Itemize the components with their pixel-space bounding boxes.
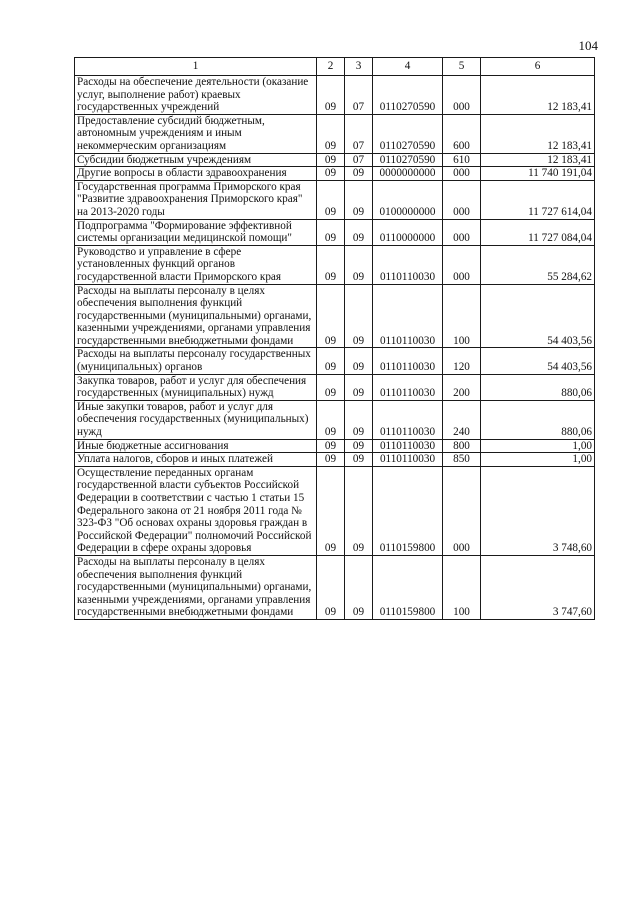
table-row xyxy=(75,180,595,219)
column-header: 6 xyxy=(481,58,595,76)
expense-name-cell: Иные бюджетные ассигнования xyxy=(75,439,317,453)
table-row xyxy=(75,153,595,167)
section-code-cell: 09 xyxy=(317,245,345,284)
expense-type-cell: 000 xyxy=(443,219,481,245)
amount-cell: 3 747,60 xyxy=(481,555,595,619)
table-row xyxy=(75,245,595,284)
expense-type-cell: 850 xyxy=(443,453,481,467)
target-article-cell: 0110159800 xyxy=(373,555,443,619)
amount-cell: 880,06 xyxy=(481,374,595,400)
section-code-cell: 09 xyxy=(317,348,345,374)
subsection-code-cell: 09 xyxy=(345,439,373,453)
subsection-code-cell: 09 xyxy=(345,167,373,181)
expense-type-cell: 610 xyxy=(443,153,481,167)
amount-cell: 1,00 xyxy=(481,453,595,467)
expense-type-cell: 000 xyxy=(443,466,481,555)
table-row xyxy=(75,76,595,115)
subsection-code-cell: 09 xyxy=(345,374,373,400)
subsection-code-cell: 09 xyxy=(345,555,373,619)
section-code-cell: 09 xyxy=(317,167,345,181)
page-number: 104 xyxy=(578,38,598,53)
subsection-code-cell: 07 xyxy=(345,76,373,115)
table-row xyxy=(75,453,595,467)
expense-name-cell: Расходы на выплаты персоналу государственных (муниципальных) органов xyxy=(75,348,317,374)
target-article-cell: 0110000000 xyxy=(373,219,443,245)
expense-type-cell: 000 xyxy=(443,180,481,219)
table-row xyxy=(75,555,595,619)
table-row xyxy=(75,466,595,555)
target-article-cell: 0110110030 xyxy=(373,400,443,439)
section-code-cell: 09 xyxy=(317,400,345,439)
target-article-cell: 0110110030 xyxy=(373,284,443,348)
subsection-code-cell: 09 xyxy=(345,348,373,374)
expense-name-cell: Предоставление субсидий бюджетным, автономным учреждениям и иным некоммерческим организациям xyxy=(75,114,317,153)
expense-name-cell: Субсидии бюджетным учреждениям xyxy=(75,153,317,167)
target-article-cell: 0000000000 xyxy=(373,167,443,181)
expense-type-cell: 000 xyxy=(443,76,481,115)
expense-name-cell: Расходы на выплаты персоналу в целях обеспечения выполнения функций государственными (муниципальными) органами, казенными учреждениями, органами управления государственными внебюджетными фондами xyxy=(75,284,317,348)
target-article-cell: 0110110030 xyxy=(373,348,443,374)
table-row xyxy=(75,348,595,374)
section-code-cell: 09 xyxy=(317,466,345,555)
table-header-row xyxy=(75,58,595,76)
section-code-cell: 09 xyxy=(317,453,345,467)
amount-cell: 11 740 191,04 xyxy=(481,167,595,181)
amount-cell: 12 183,41 xyxy=(481,114,595,153)
target-article-cell: 0110159800 xyxy=(373,466,443,555)
section-code-cell: 09 xyxy=(317,284,345,348)
expense-type-cell: 120 xyxy=(443,348,481,374)
target-article-cell: 0110110030 xyxy=(373,374,443,400)
section-code-cell: 09 xyxy=(317,219,345,245)
subsection-code-cell: 09 xyxy=(345,245,373,284)
section-code-cell: 09 xyxy=(317,76,345,115)
expense-name-cell: Руководство и управление в сфере установленных функций органов государственной власти Приморского края xyxy=(75,245,317,284)
expense-name-cell: Иные закупки товаров, работ и услуг для обеспечения государственных (муниципальных) нужд xyxy=(75,400,317,439)
amount-cell: 3 748,60 xyxy=(481,466,595,555)
column-header: 4 xyxy=(373,58,443,76)
amount-cell: 12 183,41 xyxy=(481,76,595,115)
table-row xyxy=(75,374,595,400)
subsection-code-cell: 09 xyxy=(345,180,373,219)
table-row xyxy=(75,114,595,153)
amount-cell: 12 183,41 xyxy=(481,153,595,167)
amount-cell: 54 403,56 xyxy=(481,348,595,374)
column-header: 1 xyxy=(75,58,317,76)
section-code-cell: 09 xyxy=(317,114,345,153)
section-code-cell: 09 xyxy=(317,555,345,619)
target-article-cell: 0110110030 xyxy=(373,453,443,467)
table-row xyxy=(75,219,595,245)
subsection-code-cell: 09 xyxy=(345,400,373,439)
amount-cell: 1,00 xyxy=(481,439,595,453)
amount-cell: 54 403,56 xyxy=(481,284,595,348)
subsection-code-cell: 07 xyxy=(345,114,373,153)
expense-name-cell: Государственная программа Приморского края "Развитие здравоохранения Приморского края" на 2013-2020 годы xyxy=(75,180,317,219)
expense-type-cell: 200 xyxy=(443,374,481,400)
expense-type-cell: 600 xyxy=(443,114,481,153)
expense-type-cell: 240 xyxy=(443,400,481,439)
expense-type-cell: 100 xyxy=(443,555,481,619)
amount-cell: 55 284,62 xyxy=(481,245,595,284)
expense-name-cell: Другие вопросы в области здравоохранения xyxy=(75,167,317,181)
table-row xyxy=(75,439,595,453)
table-row xyxy=(75,167,595,181)
budget-table xyxy=(74,57,595,620)
amount-cell: 11 727 084,04 xyxy=(481,219,595,245)
expense-name-cell: Осуществление переданных органам государственной власти субъектов Российской Федерации в соответствии с частью 1 статьи 15 Федерального закона от 21 ноября 2011 года № 323-ФЗ "Об основах охраны здоровья граждан в Российской Федерации" полномочий Российской Федерации в сфере охраны здоровья xyxy=(75,466,317,555)
expense-type-cell: 100 xyxy=(443,284,481,348)
target-article-cell: 0110110030 xyxy=(373,439,443,453)
expense-name-cell: Расходы на обеспечение деятельности (оказание услуг, выполнение работ) краевых государственных учреждений xyxy=(75,76,317,115)
subsection-code-cell: 09 xyxy=(345,453,373,467)
target-article-cell: 0100000000 xyxy=(373,180,443,219)
target-article-cell: 0110110030 xyxy=(373,245,443,284)
expense-name-cell: Расходы на выплаты персоналу в целях обеспечения выполнения функций государственными (муниципальными) органами, казенными учреждениями, органами управления государственными внебюджетными фондами xyxy=(75,555,317,619)
expense-type-cell: 000 xyxy=(443,167,481,181)
section-code-cell: 09 xyxy=(317,153,345,167)
target-article-cell: 0110270590 xyxy=(373,76,443,115)
subsection-code-cell: 07 xyxy=(345,153,373,167)
table-body xyxy=(75,76,595,620)
expense-type-cell: 800 xyxy=(443,439,481,453)
section-code-cell: 09 xyxy=(317,374,345,400)
section-code-cell: 09 xyxy=(317,439,345,453)
expense-type-cell: 000 xyxy=(443,245,481,284)
subsection-code-cell: 09 xyxy=(345,466,373,555)
target-article-cell: 0110270590 xyxy=(373,114,443,153)
subsection-code-cell: 09 xyxy=(345,219,373,245)
column-header: 2 xyxy=(317,58,345,76)
amount-cell: 880,06 xyxy=(481,400,595,439)
section-code-cell: 09 xyxy=(317,180,345,219)
expense-name-cell: Подпрограмма "Формирование эффективной системы организации медицинской помощи" xyxy=(75,219,317,245)
column-header: 5 xyxy=(443,58,481,76)
target-article-cell: 0110270590 xyxy=(373,153,443,167)
column-header: 3 xyxy=(345,58,373,76)
expense-name-cell: Закупка товаров, работ и услуг для обеспечения государственных (муниципальных) нужд xyxy=(75,374,317,400)
subsection-code-cell: 09 xyxy=(345,284,373,348)
expense-name-cell: Уплата налогов, сборов и иных платежей xyxy=(75,453,317,467)
amount-cell: 11 727 614,04 xyxy=(481,180,595,219)
table-row xyxy=(75,284,595,348)
table-row xyxy=(75,400,595,439)
